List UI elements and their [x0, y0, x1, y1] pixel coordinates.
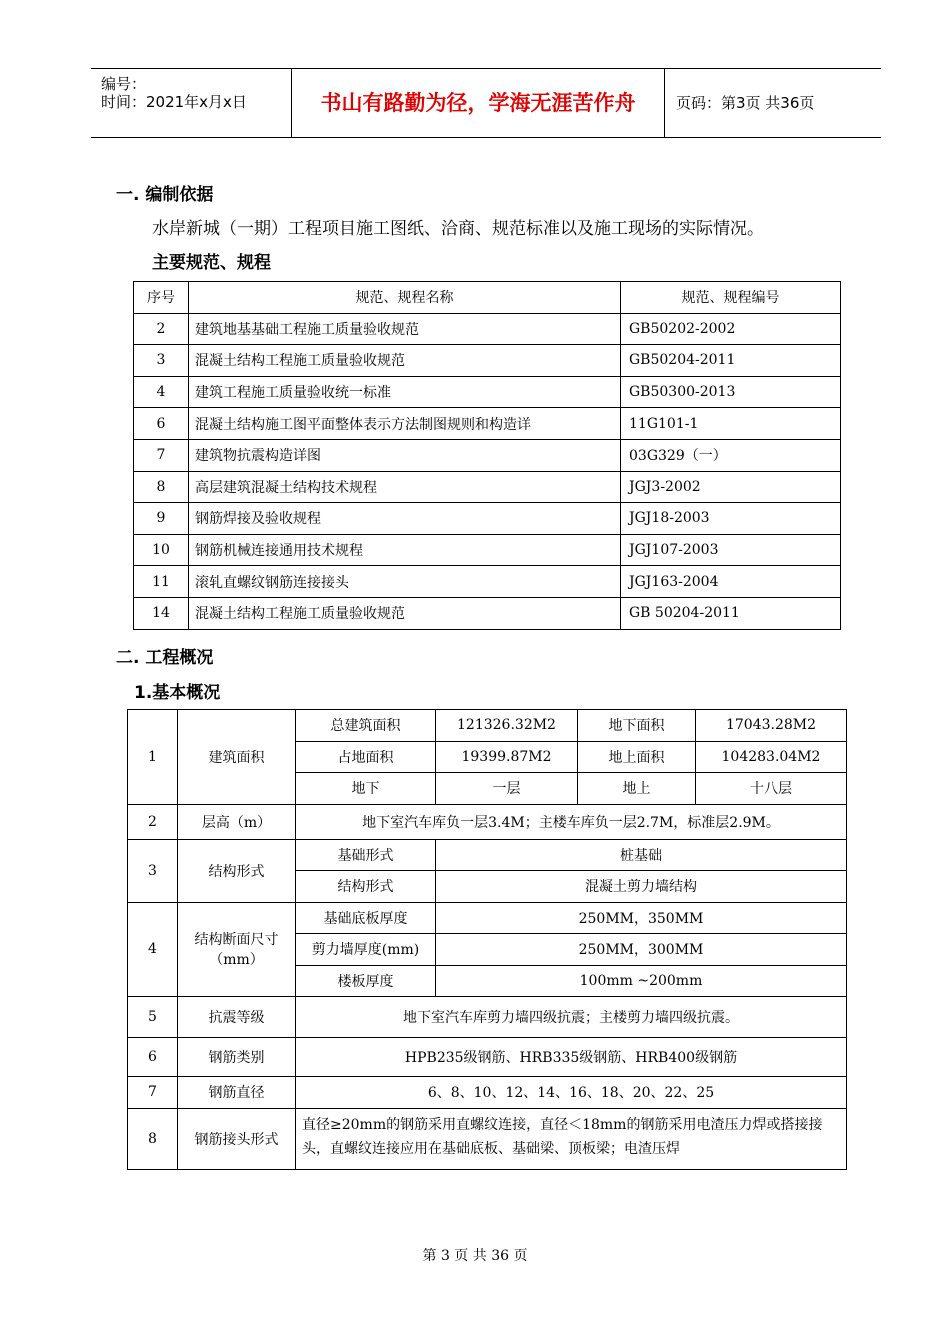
row-number: 6	[128, 1038, 178, 1077]
row-number: 4	[134, 376, 189, 408]
table-cell: 总建筑面积	[296, 710, 436, 742]
table-cell: 地上面积	[578, 741, 696, 773]
row-number: 7	[134, 439, 189, 471]
standard-code: 03G329（一）	[621, 439, 841, 471]
table-cell: 桩基础	[436, 839, 847, 871]
standard-code: GB50300-2013	[621, 376, 841, 408]
item-name: 建筑面积	[178, 710, 296, 805]
header-cell: 序号	[134, 282, 189, 314]
table-cell: HPB235级钢筋、HRB335级钢筋、HRB400级钢筋	[296, 1038, 847, 1077]
table-cell: 基础形式	[296, 839, 436, 871]
table-header-row	[134, 282, 841, 314]
table-row	[134, 313, 841, 345]
row-number: 8	[134, 471, 189, 503]
table-row	[134, 471, 841, 503]
standard-name: 钢筋机械连接通用技术规程	[189, 534, 621, 566]
standard-code: GB50202-2002	[621, 313, 841, 345]
standard-name: 混凝土结构工程施工质量验收规范	[189, 597, 621, 629]
item-name: 钢筋直径	[178, 1077, 296, 1109]
table-cell: 地下室汽车库剪力墙四级抗震；主楼剪力墙四级抗震。	[296, 997, 847, 1038]
table-row	[128, 997, 847, 1038]
row-number: 2	[134, 313, 189, 345]
standard-name: 高层建筑混凝土结构技术规程	[189, 471, 621, 503]
table-cell: 地下面积	[578, 710, 696, 742]
section-title-overview: 二. 工程概况	[116, 648, 214, 668]
table-row	[128, 804, 847, 839]
table-row	[134, 503, 841, 535]
table-row	[128, 1108, 847, 1169]
table-row	[134, 408, 841, 440]
table-row	[134, 597, 841, 629]
item-name: 抗震等级	[178, 997, 296, 1038]
row-number: 3	[128, 839, 178, 902]
standard-name: 混凝土结构工程施工质量验收规范	[189, 345, 621, 377]
table-row	[128, 839, 847, 871]
standard-name: 建筑物抗震构造详图	[189, 439, 621, 471]
row-number: 14	[134, 597, 189, 629]
table-cell	[296, 1108, 847, 1169]
row-number: 4	[128, 902, 178, 997]
item-name: 结构形式	[178, 839, 296, 902]
table-cell: 楼板厚度	[296, 965, 436, 997]
table-row	[128, 710, 847, 742]
header-info	[91, 69, 292, 137]
table-cell: 地下室汽车库负一层3.4M；主楼车库负一层2.7M，标准层2.9M。	[296, 804, 847, 839]
table-cell: 一层	[436, 773, 578, 805]
header-motto: 书山有路勤为径，学海无涯苦作舟	[292, 69, 665, 137]
page-footer: 第 3 页 共 36 页	[422, 1248, 528, 1264]
table-row	[134, 345, 841, 377]
item-name: 钢筋类别	[178, 1038, 296, 1077]
table-cell: 地下	[296, 773, 436, 805]
table-row	[134, 439, 841, 471]
table-row	[128, 1038, 847, 1077]
row-number: 6	[134, 408, 189, 440]
row-number: 2	[128, 804, 178, 839]
header-cell: 规范、规程编号	[621, 282, 841, 314]
table-row	[134, 534, 841, 566]
table-cell: 十八层	[696, 773, 847, 805]
row-number: 1	[128, 710, 178, 805]
standard-code: JGJ107-2003	[621, 534, 841, 566]
standard-code: 11G101-1	[621, 408, 841, 440]
row-number: 11	[134, 566, 189, 598]
basis-paragraph: 水岸新城（一期）工程项目施工图纸、洽商、规范标准以及施工现场的实际情况。	[152, 219, 764, 239]
table-cell: 剪力墙厚度(mm)	[296, 934, 436, 966]
table-cell: 17043.28M2	[696, 710, 847, 742]
overview-subtitle: 1.基本概况	[134, 683, 221, 703]
row-number: 8	[128, 1108, 178, 1169]
header-cell: 规范、规程名称	[189, 282, 621, 314]
overview-table	[127, 709, 847, 1170]
table-cell: 地上	[578, 773, 696, 805]
table-row	[134, 566, 841, 598]
item-name: 层高（m）	[178, 804, 296, 839]
table-row	[128, 1077, 847, 1109]
standard-name: 滚轧直螺纹钢筋连接接头	[189, 566, 621, 598]
standard-name: 混凝土结构施工图平面整体表示方法制图规则和构造详	[189, 408, 621, 440]
standard-code: JGJ163-2004	[621, 566, 841, 598]
standard-name: 建筑地基基础工程施工质量验收规范	[189, 313, 621, 345]
table-cell: 基础底板厚度	[296, 902, 436, 934]
row-number: 5	[128, 997, 178, 1038]
standard-name: 建筑工程施工质量验收统一标准	[189, 376, 621, 408]
joint-description: 直径≥20mm的钢筋采用直螺纹连接，直径＜18mm的钢筋采用电渣压力焊或搭接接头，直螺纹连接应用在基础底板、基础梁、顶板梁；电渣压焊	[302, 1116, 823, 1157]
row-number: 9	[134, 503, 189, 535]
standard-name: 钢筋焊接及验收规程	[189, 503, 621, 535]
number-label: 编号：	[101, 75, 147, 93]
table-cell: 250MM，350MM	[436, 902, 847, 934]
standard-code: JGJ18-2003	[621, 503, 841, 535]
standard-code: GB 50204-2011	[621, 597, 841, 629]
table-cell: 混凝土剪力墙结构	[436, 871, 847, 903]
page-header	[91, 68, 881, 138]
table-cell: 占地面积	[296, 741, 436, 773]
table-cell: 100mm ~200mm	[436, 965, 847, 997]
row-number: 7	[128, 1077, 178, 1109]
standard-code: GB50204-2011	[621, 345, 841, 377]
table-row	[128, 902, 847, 934]
standard-code: JGJ3-2002	[621, 471, 841, 503]
table-cell: 19399.87M2	[436, 741, 578, 773]
item-name: 钢筋接头形式	[178, 1108, 296, 1169]
table-cell: 250MM，300MM	[436, 934, 847, 966]
row-number: 3	[134, 345, 189, 377]
page-number-label: 页码：第3页 共36页	[676, 94, 815, 112]
time-label: 时间：2021年x月x日	[101, 93, 247, 111]
table-cell: 104283.04M2	[696, 741, 847, 773]
standards-table	[133, 281, 841, 630]
row-number: 10	[134, 534, 189, 566]
table-cell: 6、8、10、12、14、16、18、20、22、25	[296, 1077, 847, 1109]
section-title-basis: 一. 编制依据	[116, 185, 214, 205]
table-cell: 121326.32M2	[436, 710, 578, 742]
table-cell: 结构形式	[296, 871, 436, 903]
table-row	[134, 376, 841, 408]
item-name: 结构断面尺寸（mm）	[178, 902, 296, 997]
standards-subtitle: 主要规范、规程	[152, 253, 271, 273]
